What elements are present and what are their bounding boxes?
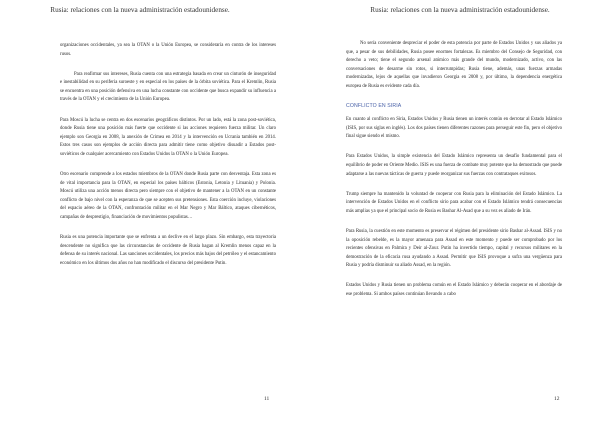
paragraph: organizaciones occidentales, ya sea la OTAN o la Unión Europea, se consideraría en contra de los intereses rusos. <box>60 43 276 57</box>
paragraph: Otro escenario comprende a los estados miembros de la OTAN donde Rusia parte con desventaja. Esta zona es de vital importancia para la OTAN, en especial los países bálticos (Estonia, Letonia y Lituania) y Polonia. Moscú utiliza una acción menos directa pero siempre con el objetivo de mantener a la OTAN en un constante conflicto de bajo nivel con la esperanza de que se acepten sus pretensiones. Esta coerción incluye, violaciones del espacio aéreo de la OTAN, confrontación militar en el Mar Negro y Mar Báltico, ataques cibernéticos, campañas de desprestigio, financiación de movimientos populistas… <box>60 172 276 220</box>
page-number: 12 <box>554 396 560 402</box>
body-text <box>60 42 276 280</box>
paragraph: Para reafirmar sus intereses, Rusia cuenta con una estrategia basada en crear un cinturón de inseguridad e inestabilidad en su periferia suroeste y en especial en los países de la órbita soviética. Para el Kremlin, Rusia se encuentra en una posición defensiva en una lucha constante con occidente que busca expandir su influencia a través de la OTAN y el crecimiento de la Unión Europea. <box>60 71 276 103</box>
page-number: 11 <box>264 396 270 402</box>
paragraph: No sería conveniente despreciar el poder de esta potencia por parte de Estados Unidos y sus aliados ya que, a pesar de sus debilidades, Rusia posee enormes fortalezas. Es miembro del Consejo de Seguridad, con derecho a veto; tiene el segundo arsenal atómico más grande del mundo, modernizado, activo, con las conversaciones de desarme sin rotos, si interrumpidas; Rusia tiene, además, unas fuerzas armadas modernizadas, lejos de aquellas que invadieron Georgia en 2008 y, por último, la dependencia energética europea de Rusia es evidente cada día. <box>346 41 562 89</box>
paragraph: Para Moscú la lucha se centra en dos escenarios geográficos distintos. Por un lado, está la zona post-soviética, donde Rusia tiene una posición más fuerte que occidente si las acciones requieren fuerza militar. Un claro ejemplo son Georgia en 2008, la anexión de Crimea en 2014 y la intervención en Ucrania también en 2014. Estos tres casos son ejemplos de acción directa para admitir tiene como objetivo disuadir a Estados post-soviéticos de cualquier acercamiento con Estados Unidos la OTAN o la Unión Europea. <box>60 117 276 157</box>
paragraph: Trump siempre ha mantenido la voluntad de cooperar con Rusia para la eliminación del Estado Islámico. La intervención de Estados Unidos en el conflicto sirio para acabar con el Estado Islámico tendrá consecuencias más amplias ya que el principal socio de Rusia es Bashar Al-Asad que a su vez es aliado de Irán. <box>346 191 562 214</box>
section-heading: CONFLICTO EN SIRIA <box>346 103 402 110</box>
paragraph: Estados Unidos y Rusia tienen un problema común en el Estado Islámico y deberán cooperar en el abordaje de ese problema. Si ambos países continúan llevando a cabo <box>346 283 562 297</box>
paragraph: Rusia es una potencia importante que se enfrenta a un declive en el largo plazo. Sin embargo, esta trayectoria descendente no significa que las circunstancias de occidente de Rusia hagan al Kremlin menos capaz en la defensa de su interés nacional. Las sanciones occidentales, los precios más bajos del petróleo y el estancamiento económico en los últimos dos años no han modificado el discurso del presidente Putin. <box>60 235 276 266</box>
paragraph: En cuanto al conflicto en Siria, Estados Unidos y Rusia tienen un interés común en derrotar al Estado Islámico (ISIS, por sus siglas en inglés). Los dos países tienen diferentes razones para perseguir este fin, pero el objetivo final sigue siendo el mismo. <box>346 117 562 140</box>
paragraph: Para Rusia, la cuestión en este momento es preservar el régimen del presidente sirio Bashar al-Assad. ISIS y no la oposición rebelde, es la mayor amenaza para Assad en este momento y puede ser comprobado por los recientes ofensivas en Palmira y Deir al-Zour. Putin ha invertido tiempo, capital y recursos militares en la demostración de la eficacia rusa ayudando a Assad. Permitir que ISIS provoque a sufra una vergüenza para Rusia y podría disminuir su aliado Assad, en la región. <box>346 228 562 269</box>
paragraph: Para Estados Unidos, la simple existencia del Estado Islámico representa un desafío fundamental para el equilibrio de poder en Oriente Medio. ISIS es una fuerza de combate muy potente que ha demostrado que puede adaptarse a las nuevas tácticas de guerra y puede reorganizar sus fuerzas con contrataques exitosos. <box>346 154 562 177</box>
right-page <box>300 0 600 424</box>
running-head: Rusia: relaciones con la nueva administración estadounidense. <box>50 6 230 14</box>
body-text <box>346 40 562 311</box>
running-head: Rusia: relaciones con la nueva administración estadounidense. <box>370 6 550 14</box>
